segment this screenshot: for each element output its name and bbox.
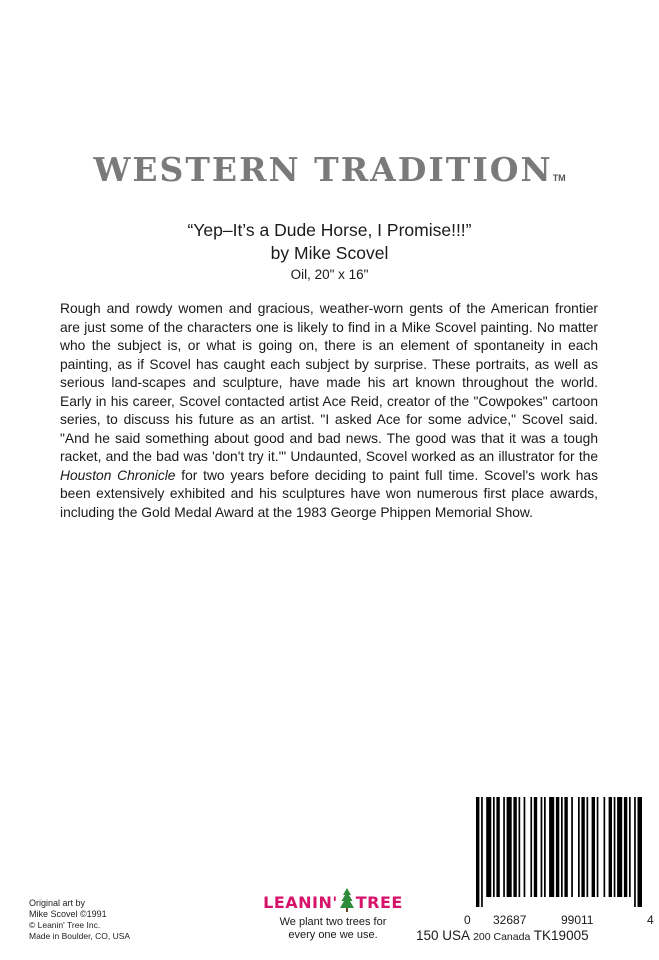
barcode-bar bbox=[530, 797, 532, 897]
barcode-digits-left: 32687 bbox=[493, 913, 527, 927]
barcode-bar bbox=[571, 797, 573, 897]
barcode-bar bbox=[486, 797, 491, 897]
credit-line-4: Made in Boulder, CO, USA bbox=[29, 930, 131, 941]
barcode-bar bbox=[609, 797, 612, 897]
brand-name: WESTERN TRADITION bbox=[93, 150, 553, 189]
price-line bbox=[416, 928, 589, 943]
logo-word-right: TREE bbox=[355, 893, 403, 912]
pine-tree-icon bbox=[340, 888, 354, 912]
bio-part-2: for two years before deciding to paint full time. Scovel's work has been extensively exhibited and his sculptures have won numerous first place awards, including the Gold Medal Award at the 1983 George Phippen Memorial Show. bbox=[60, 467, 598, 520]
barcode-bar bbox=[578, 797, 580, 897]
barcode-bar bbox=[561, 797, 563, 897]
barcode-digits-right: 99011 bbox=[561, 913, 594, 927]
artwork-header bbox=[0, 218, 659, 285]
barcode-bar bbox=[556, 797, 559, 897]
barcode-bar bbox=[629, 797, 631, 897]
barcode-bar bbox=[638, 797, 643, 907]
barcode-bar bbox=[524, 797, 526, 897]
barcode-digit-first: 0 bbox=[464, 913, 471, 927]
trademark-mark: TM bbox=[552, 173, 566, 183]
bio-part-1: Rough and rowdy women and gracious, weather-worn gents of the American frontier are just some of the characters one is likely to find in a Mike Scovel painting. No matter who the subject is, or what is going on, there is an element of spontaneity in each painting, as if Scovel has caught each subject by surprise. These portraits, as well as serious land-scapes and sculpture, have made his art known throughout the world. Early in his career, Scovel contacted artist Ace Reid, creator of the "Cowpokes" cartoon series, to discuss his future as an artist. "I asked Ace for some advice," Scovel said. "And he said something about good and bad news. The good was that it was a tough racket, and the bad was 'don't try it.'" Undaunted, Scovel worked as an illustrator for the bbox=[60, 301, 598, 464]
credit-line-1: Original art by bbox=[29, 898, 86, 908]
copyright-credits bbox=[29, 898, 130, 941]
logo-wordmark bbox=[263, 888, 403, 912]
barcode-bar bbox=[564, 797, 567, 897]
barcode-bar bbox=[476, 797, 479, 907]
barcode-digit-last: 4 bbox=[647, 913, 654, 927]
barcode-bar bbox=[481, 797, 483, 907]
barcode-bar bbox=[534, 797, 537, 897]
barcode-bar bbox=[503, 797, 505, 897]
artwork-title: “Yep–It’s a Dude Horse, I Promise!!!” bbox=[187, 220, 472, 240]
bio-newspaper-name: Houston Chronicle bbox=[60, 467, 176, 483]
barcode-bar bbox=[507, 797, 512, 897]
barcode-bar bbox=[493, 797, 495, 897]
price-canada: 200 Canada bbox=[473, 931, 531, 943]
slogan-line-1: We plant two trees for bbox=[279, 916, 387, 928]
artwork-artist: by Mike Scovel bbox=[270, 243, 389, 263]
barcode-bar bbox=[592, 797, 595, 897]
barcode-bar bbox=[541, 797, 543, 897]
credit-line-2: Mike Scovel ©1991 bbox=[29, 909, 107, 919]
barcode-bar bbox=[597, 797, 599, 897]
artwork-medium: Oil, 20" x 16" bbox=[290, 267, 369, 282]
barcode-bar bbox=[634, 797, 636, 907]
credit-line-3: © Leanin' Tree Inc. bbox=[29, 920, 101, 930]
barcode-bar bbox=[549, 797, 554, 897]
brand-title bbox=[0, 150, 659, 189]
logo-word-left: LEANIN' bbox=[263, 893, 338, 912]
barcode-bar bbox=[581, 797, 584, 897]
barcode-bar bbox=[604, 797, 606, 897]
product-sku: TK19005 bbox=[533, 928, 589, 943]
price-usa: 150 USA bbox=[416, 928, 470, 943]
barcode-bar bbox=[617, 797, 622, 897]
barcode-bar bbox=[624, 797, 627, 897]
barcode-bar bbox=[496, 797, 499, 897]
barcode-bar bbox=[513, 797, 516, 897]
barcode-bar bbox=[587, 797, 589, 897]
barcode-bar bbox=[544, 797, 546, 897]
barcode-bar bbox=[614, 797, 616, 897]
logo-slogan bbox=[248, 916, 418, 942]
upc-barcode bbox=[474, 797, 642, 907]
publisher-logo bbox=[248, 888, 418, 942]
barcode-bar bbox=[519, 797, 521, 897]
artist-biography bbox=[60, 300, 598, 522]
slogan-line-2: every one we use. bbox=[288, 929, 378, 941]
